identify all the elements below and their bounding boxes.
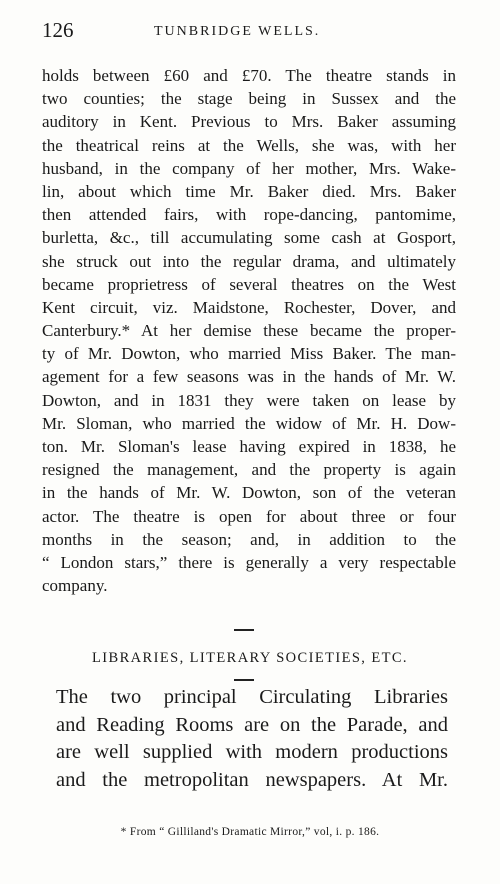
body-line: the theatrical reins at the Wells, she was, with her [42, 135, 456, 155]
section-line: are well supplied with modern productions [56, 741, 448, 764]
page-number: 126 [42, 18, 74, 42]
section-line: The two principal Circulating Libraries [56, 686, 448, 708]
section-divider [234, 629, 254, 631]
body-line: resigned the management, and the property is again [42, 460, 456, 480]
body-line: became proprietress of several theatres on the West [42, 274, 456, 294]
body-line: Dowton, and in 1831 they were taken on lease by [42, 390, 456, 410]
body-line: agement for a few seasons was in the hands of Mr. W. [42, 367, 456, 387]
page-header [42, 18, 462, 46]
footnote: * From “ Gilliland's Dramatic Mirror,” vol, i. p. 186. [120, 826, 380, 838]
body-line: in the hands of Mr. W. Dowton, son of the veteran [42, 483, 456, 503]
body-line: months in the season; and, in addition to the [42, 529, 456, 549]
body-line: Canterbury.* At her demise these became the proper- [42, 321, 456, 341]
body-line: ton. Mr. Sloman's lease having expired in 1838, he [42, 437, 456, 456]
body-line: auditory in Kent. Previous to Mrs. Baker assuming [42, 112, 456, 132]
section-heading: LIBRARIES, LITERARY SOCIETIES, ETC. [92, 650, 408, 666]
body-line: Kent circuit, viz. Maidstone, Rochester, Dover, and [42, 297, 456, 317]
body-line: husband, in the company of her mother, Mrs. Wake- [42, 158, 456, 178]
body-line: she struck out into the regular drama, and ultimately [42, 251, 456, 271]
body-line: two counties; the stage being in Sussex and the [42, 89, 456, 109]
body-line: then attended fairs, with rope-dancing, pantomime, [42, 205, 456, 225]
heading-divider [234, 679, 254, 681]
body-line: burletta, &c., till accumulating some cash at Gosport, [42, 228, 456, 248]
running-head: TUNBRIDGE WELLS. [154, 24, 321, 39]
section-line: and the metropolitan newspapers. At Mr. [56, 768, 448, 791]
section-line: and Reading Rooms are on the Parade, and [56, 713, 448, 736]
body-line: company. [42, 576, 108, 596]
section-paragraph [56, 684, 448, 794]
body-line: “ London stars,” there is generally a very respectable [42, 552, 456, 572]
body-line: holds between £60 and £70. The theatre stands in [42, 66, 456, 85]
body-line: Mr. Sloman, who married the widow of Mr. H. Dow- [42, 413, 456, 433]
body-line: actor. The theatre is open for about three or four [42, 506, 456, 526]
body-line: ty of Mr. Dowton, who married Miss Baker. The man- [42, 344, 456, 364]
body-line: lin, about which time Mr. Baker died. Mrs. Baker [42, 181, 456, 201]
body-paragraph [42, 64, 456, 597]
